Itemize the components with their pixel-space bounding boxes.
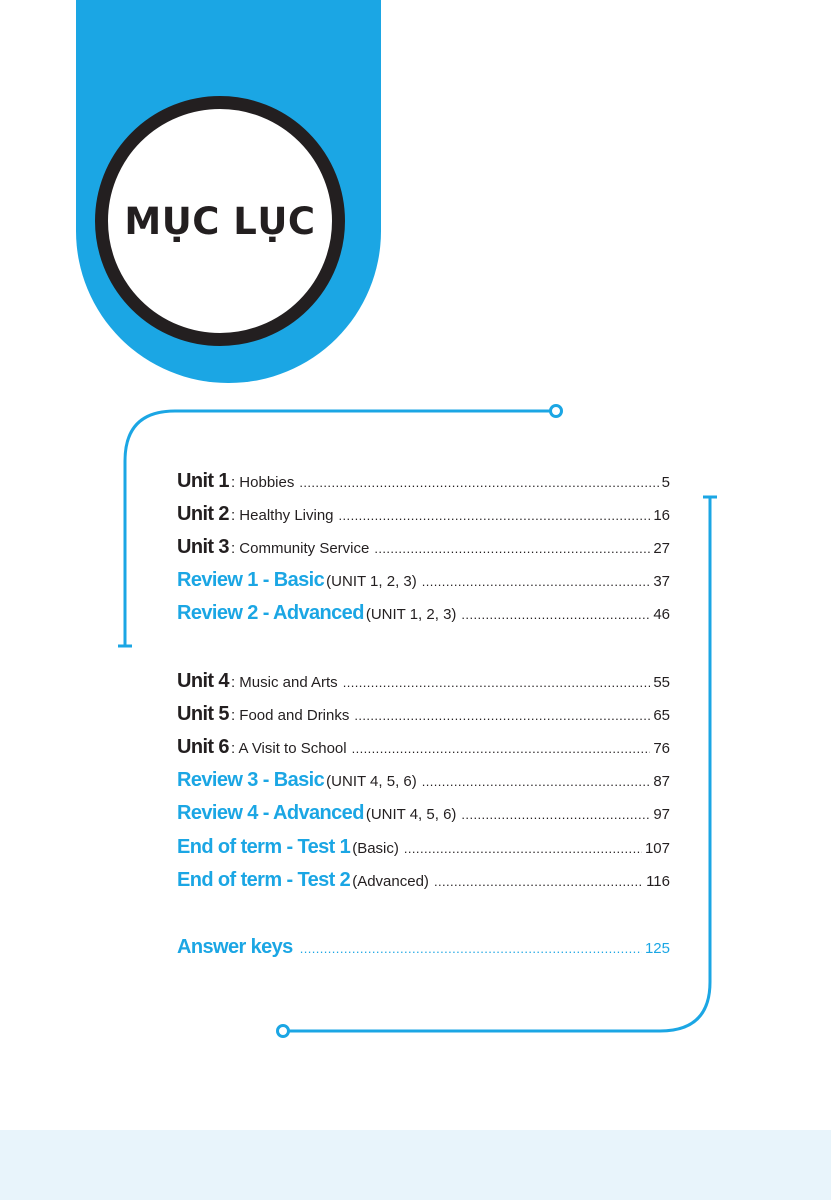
toc-page-number: 5 bbox=[661, 474, 670, 491]
toc-page-number: 116 bbox=[646, 873, 670, 890]
toc-leader bbox=[354, 708, 650, 723]
toc-leader bbox=[299, 475, 658, 490]
toc-label: Unit 6 bbox=[177, 736, 229, 758]
toc-label: Unit 1 bbox=[177, 470, 229, 492]
toc-entry-unit-2[interactable] bbox=[177, 503, 670, 533]
toc-page-number: 55 bbox=[653, 674, 670, 691]
toc-page-number: 107 bbox=[644, 840, 670, 857]
toc-entry-test-1[interactable] bbox=[177, 836, 670, 866]
toc-page-number: 27 bbox=[653, 540, 670, 557]
toc-leader bbox=[404, 841, 642, 856]
frame-top-knob bbox=[551, 406, 562, 417]
toc-leader bbox=[352, 741, 651, 756]
toc-desc: (Advanced) bbox=[352, 873, 429, 890]
toc-label: Review 2 - Advanced bbox=[177, 602, 364, 624]
toc-desc: : Hobbies bbox=[230, 474, 295, 491]
toc-leader bbox=[461, 807, 650, 822]
toc-desc: (Basic) bbox=[352, 840, 399, 857]
toc-page-number: 125 bbox=[644, 940, 670, 957]
toc-page-number: 37 bbox=[653, 573, 670, 590]
toc-entry-review-1[interactable] bbox=[177, 569, 670, 599]
toc-entry-test-2[interactable] bbox=[177, 869, 670, 899]
toc-page-number: 46 bbox=[653, 606, 670, 623]
toc-entry-unit-6[interactable] bbox=[177, 736, 670, 766]
toc-page-number: 65 bbox=[653, 707, 670, 724]
toc-desc: (UNIT 1, 2, 3) bbox=[365, 606, 457, 623]
footer-band bbox=[0, 1130, 831, 1200]
toc-leader bbox=[422, 774, 651, 789]
toc-desc: (UNIT 4, 5, 6) bbox=[326, 773, 417, 790]
toc-page-number: 97 bbox=[653, 806, 670, 823]
toc-page-number: 76 bbox=[653, 740, 670, 757]
toc-page-number: 16 bbox=[653, 507, 670, 524]
toc-label: Unit 3 bbox=[177, 536, 229, 558]
toc-label: Unit 5 bbox=[177, 703, 229, 725]
toc-leader bbox=[343, 675, 651, 690]
toc-desc: (UNIT 4, 5, 6) bbox=[365, 806, 457, 823]
toc-entry-review-3[interactable] bbox=[177, 769, 670, 799]
toc-label: Review 3 - Basic bbox=[177, 769, 325, 791]
toc-desc: : Healthy Living bbox=[230, 507, 334, 524]
page-title: MỤC LỤC bbox=[124, 199, 316, 243]
toc-leader bbox=[339, 508, 651, 523]
toc-label: End of term - Test 2 bbox=[177, 869, 351, 891]
toc-leader bbox=[434, 874, 643, 889]
toc-leader bbox=[300, 941, 642, 956]
toc-label: Unit 4 bbox=[177, 670, 229, 692]
toc-entry-answer-keys[interactable] bbox=[177, 936, 670, 966]
toc-label: Unit 2 bbox=[177, 503, 229, 525]
toc-desc: : Community Service bbox=[230, 540, 370, 557]
toc-entry-unit-1[interactable] bbox=[177, 470, 670, 500]
toc-desc: : A Visit to School bbox=[230, 740, 347, 757]
frame-bottom-knob bbox=[278, 1026, 289, 1037]
toc-leader bbox=[461, 607, 650, 622]
toc-leader bbox=[374, 541, 650, 556]
toc-desc: : Food and Drinks bbox=[230, 707, 350, 724]
toc-entry-review-2[interactable] bbox=[177, 602, 670, 632]
toc-page-number: 87 bbox=[653, 773, 670, 790]
toc-entry-unit-3[interactable] bbox=[177, 536, 670, 566]
toc-label: Answer keys bbox=[177, 936, 293, 958]
toc-desc: : Music and Arts bbox=[230, 674, 338, 691]
toc-leader bbox=[422, 574, 651, 589]
toc-entry-unit-5[interactable] bbox=[177, 703, 670, 733]
toc-entry-review-4[interactable] bbox=[177, 802, 670, 832]
toc-entry-unit-4[interactable] bbox=[177, 670, 670, 700]
toc-desc: (UNIT 1, 2, 3) bbox=[326, 573, 417, 590]
toc-label: End of term - Test 1 bbox=[177, 836, 351, 858]
toc-label: Review 1 - Basic bbox=[177, 569, 325, 591]
toc-label: Review 4 - Advanced bbox=[177, 802, 364, 824]
